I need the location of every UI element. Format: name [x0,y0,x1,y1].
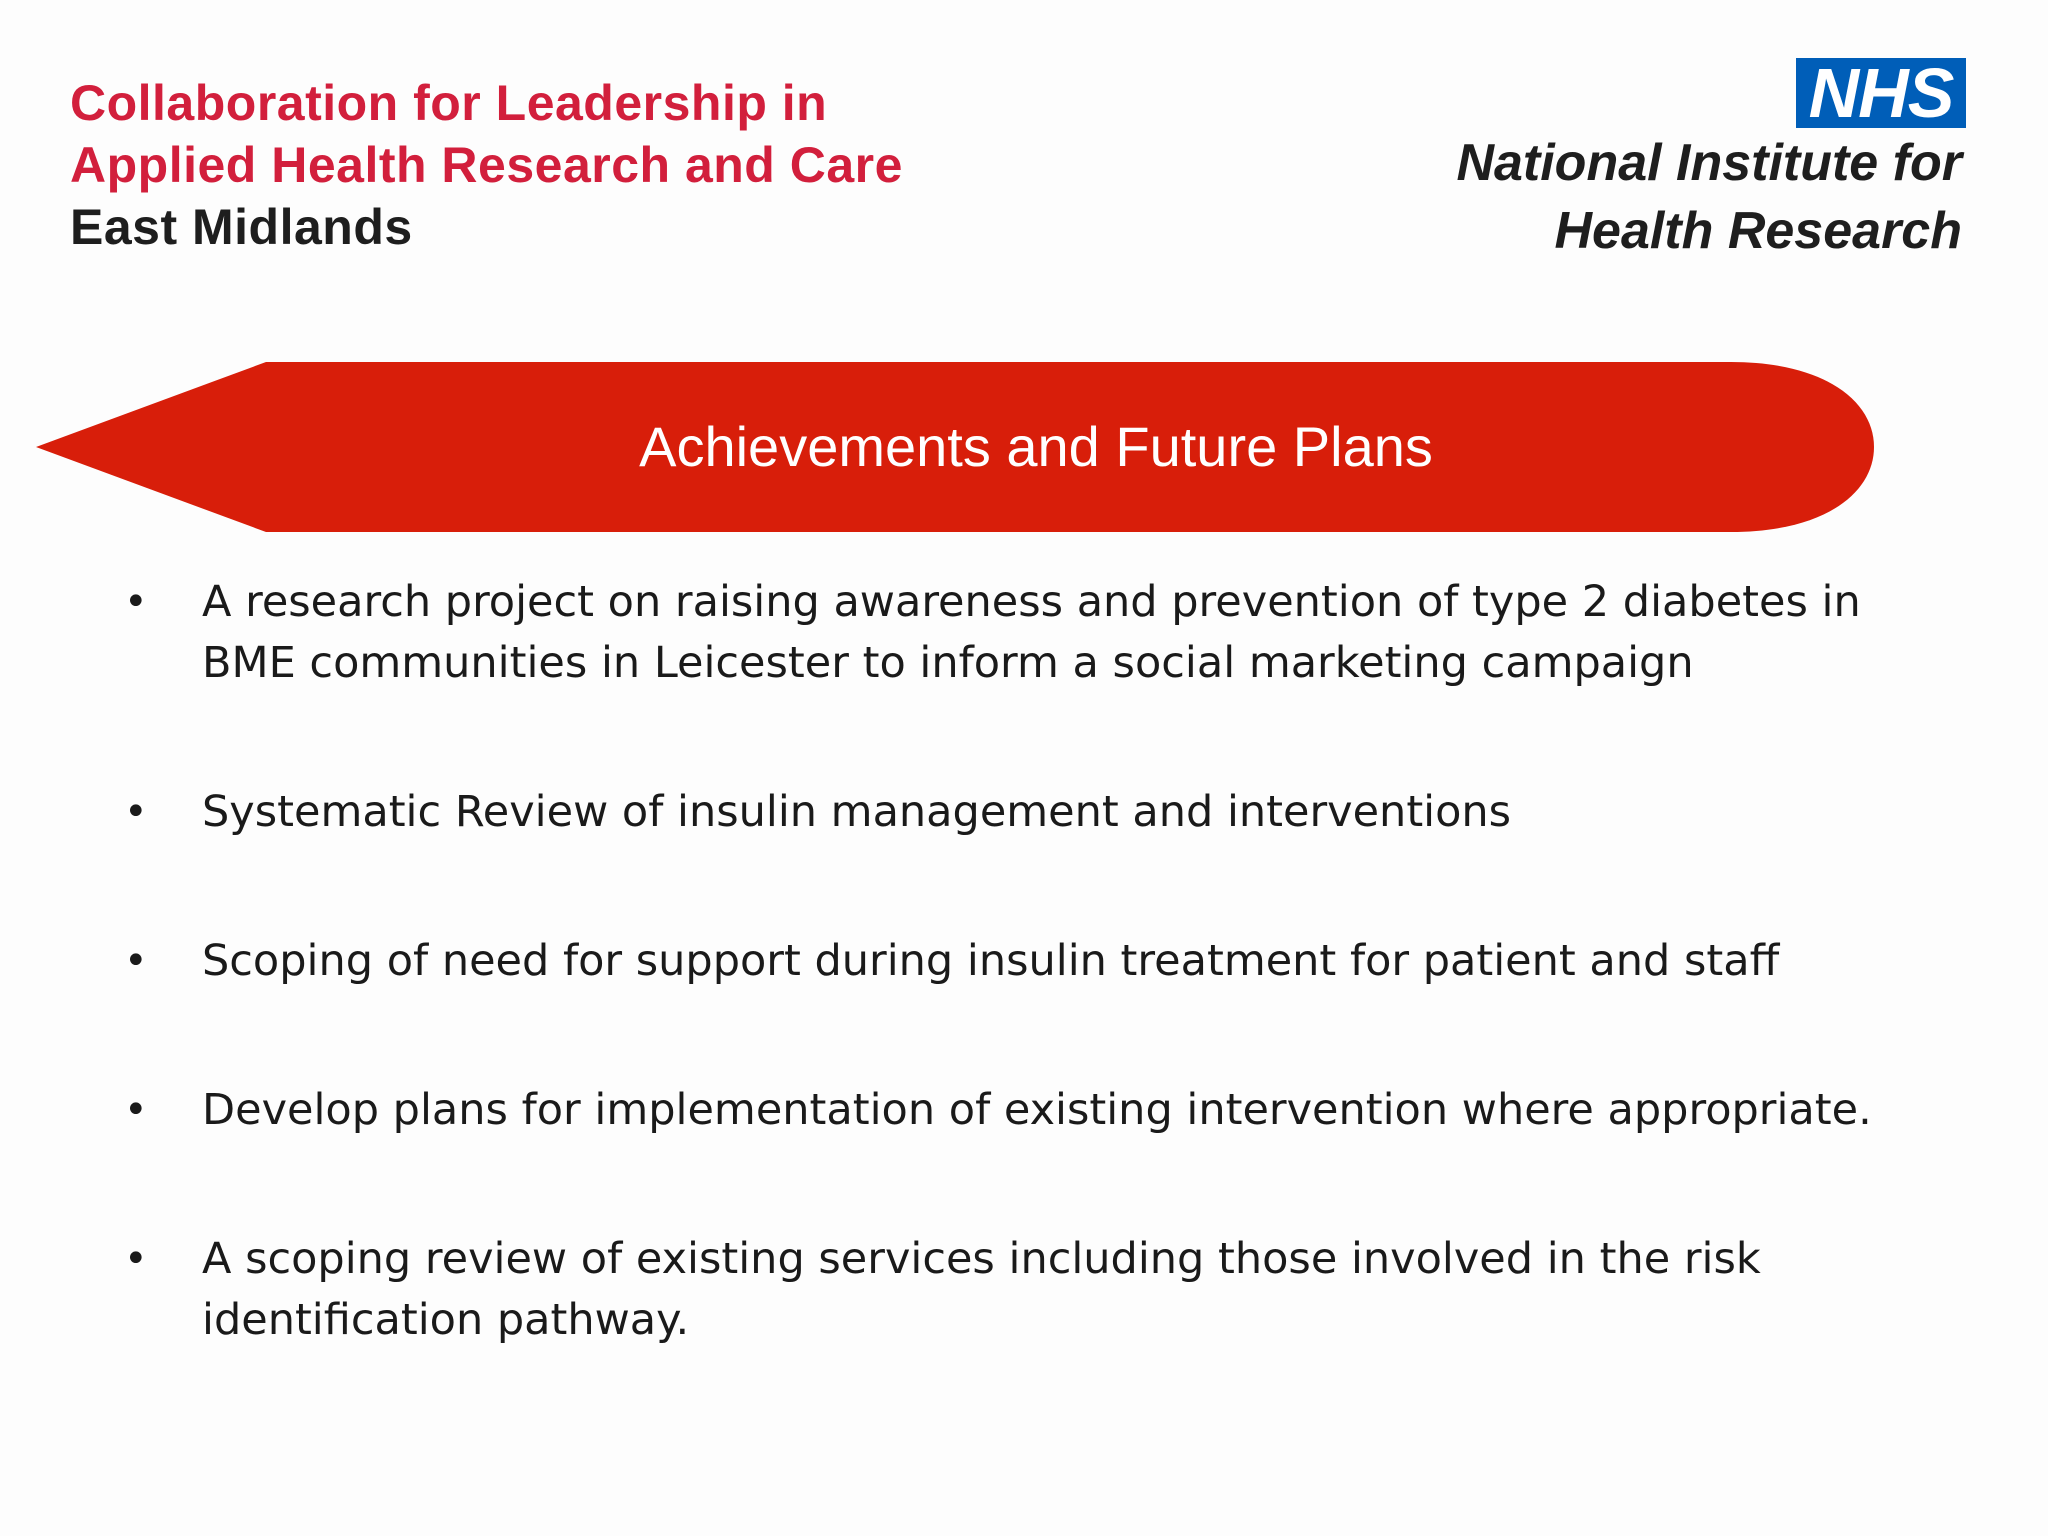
title-banner [36,362,1876,532]
bullet-text: A research project on raising awareness and prevention of type 2 diabetes in BME communities in Leicester to inform a social marketing campaign [202,577,1861,688]
bullet-text: Develop plans for implementation of existing intervention where appropriate. [202,1085,1872,1135]
bullet-text: Systematic Review of insulin management and interventions [202,787,1512,837]
clahrc-line-1: Collaboration for Leadership in [70,75,828,131]
clahrc-logo [70,72,903,258]
nhs-badge: NHS [1796,58,1966,128]
bullet-marker: • [124,579,148,625]
nihr-logo [1384,56,2004,266]
clahrc-line-2: Applied Health Research and Care [70,137,903,193]
bullet-marker: • [124,938,148,984]
bullet-text: Scoping of need for support during insulin treatment for patient and staff [202,936,1780,986]
nihr-line-2: Health Research [1554,202,1962,260]
nihr-line-1: National Institute for [1456,134,1962,192]
list-item [118,1229,1958,1351]
slide-title: Achievements and Future Plans [639,415,1433,478]
bullet-list [118,572,1958,1351]
list-item [118,931,1958,992]
list-item [118,782,1958,843]
bullet-marker: • [124,1087,148,1133]
bullet-marker: • [124,789,148,835]
bullet-text: A scoping review of existing services including those involved in the risk identification pathway. [202,1234,1761,1345]
bullet-marker: • [124,1236,148,1282]
list-item [118,1080,1958,1141]
clahrc-line-3: East Midlands [70,199,413,255]
list-item [118,572,1958,694]
